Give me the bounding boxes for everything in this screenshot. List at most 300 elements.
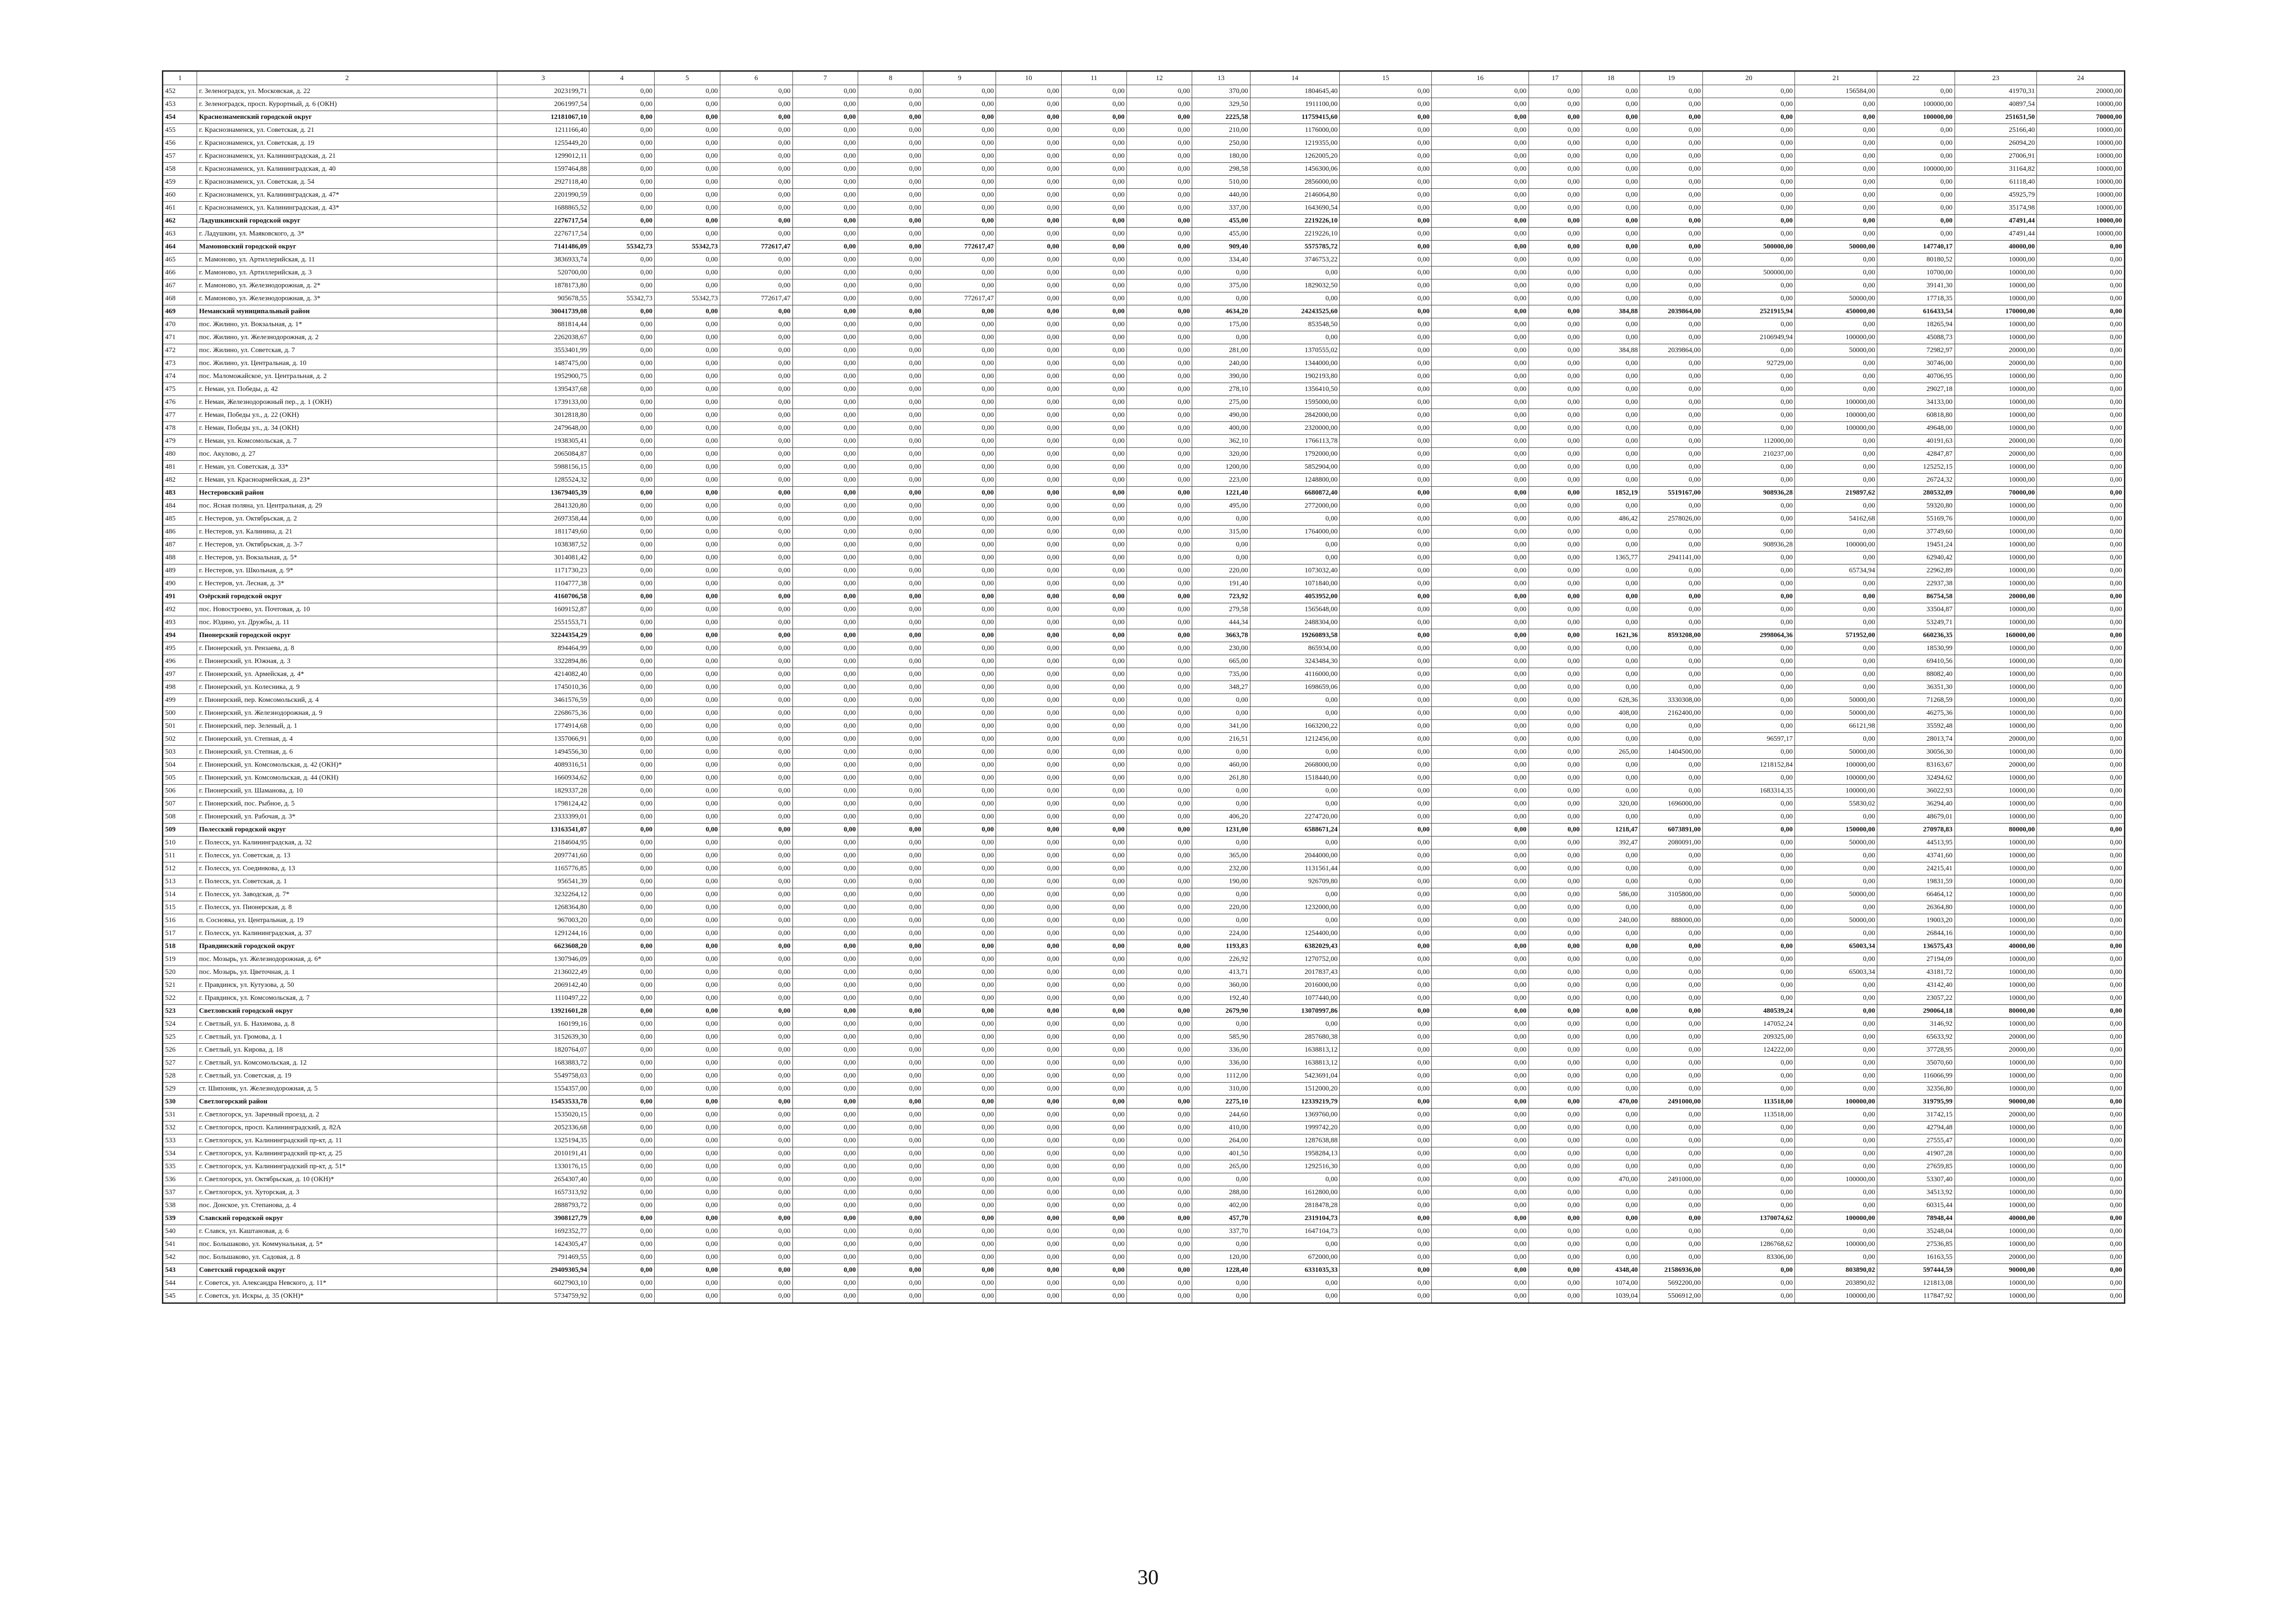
value-cell: 0,00 xyxy=(1640,862,1703,875)
value-cell: 0,00 xyxy=(1529,888,1582,901)
value-cell: 0,00 xyxy=(720,824,792,836)
value-cell: 50000,00 xyxy=(1795,914,1877,927)
value-cell: 0,00 xyxy=(720,590,792,603)
value-cell: 1829032,50 xyxy=(1250,279,1340,292)
value-cell: 0,00 xyxy=(1432,733,1529,746)
value-cell: 0,00 xyxy=(1529,163,1582,176)
value-cell: 0,00 xyxy=(858,564,923,577)
value-cell: 0,00 xyxy=(1340,202,1432,215)
value-cell: 1218,47 xyxy=(1582,824,1640,836)
value-cell: 0,00 xyxy=(858,707,923,720)
value-cell: 0,00 xyxy=(589,616,655,629)
value-cell: 0,00 xyxy=(720,1044,792,1057)
value-cell: 20000,00 xyxy=(2037,85,2124,98)
value-cell: 0,00 xyxy=(923,331,996,344)
address-cell: г. Светлый, ул. Б. Нахимова, д. 8 xyxy=(197,1018,497,1031)
value-cell: 0,00 xyxy=(1340,966,1432,979)
row-number: 457 xyxy=(163,150,197,163)
value-cell: 10000,00 xyxy=(1955,1290,2037,1303)
row-number: 507 xyxy=(163,798,197,811)
address-cell: г. Нестеров, ул. Октябрьская, д. 3-7 xyxy=(197,539,497,551)
value-cell: 0,00 xyxy=(1795,1121,1877,1134)
value-cell: 0,00 xyxy=(858,1005,923,1018)
value-cell: 348,27 xyxy=(1192,681,1250,694)
value-cell: 1211166,40 xyxy=(497,124,589,137)
value-cell: 10000,00 xyxy=(1955,1199,2037,1212)
table-row xyxy=(163,228,2124,241)
table-row xyxy=(163,189,2124,202)
value-cell: 0,00 xyxy=(858,422,923,435)
value-cell: 112000,00 xyxy=(1703,435,1795,448)
value-cell: 1218152,84 xyxy=(1703,759,1795,772)
value-cell: 1958284,13 xyxy=(1250,1147,1340,1160)
address-cell: г. Пионерский, ул. Степная, д. 6 xyxy=(197,746,497,759)
value-cell: 0,00 xyxy=(655,603,720,616)
value-cell: 0,00 xyxy=(720,1121,792,1134)
address-cell: г. Пионерский, ул. Шаманова, д. 10 xyxy=(197,785,497,798)
row-number: 496 xyxy=(163,655,197,668)
value-cell: 0,00 xyxy=(1795,642,1877,655)
value-cell: 0,00 xyxy=(996,1238,1061,1251)
value-cell: 0,00 xyxy=(589,1070,655,1083)
value-cell: 0,00 xyxy=(1061,1096,1126,1109)
value-cell: 0,00 xyxy=(996,331,1061,344)
row-number: 510 xyxy=(163,836,197,849)
value-cell: 1357066,91 xyxy=(497,733,589,746)
value-cell: 0,00 xyxy=(1529,98,1582,111)
value-cell: 0,00 xyxy=(996,409,1061,422)
value-cell: 0,00 xyxy=(655,1109,720,1121)
value-cell: 0,00 xyxy=(1529,1238,1582,1251)
value-cell: 0,00 xyxy=(1529,979,1582,992)
value-cell: 10000,00 xyxy=(1955,603,2037,616)
value-cell: 571952,00 xyxy=(1795,629,1877,642)
value-cell: 1698659,06 xyxy=(1250,681,1340,694)
value-cell: 341,00 xyxy=(1192,720,1250,733)
value-cell: 0,00 xyxy=(589,888,655,901)
address-cell: г. Пионерский, пер. Комсомольский, д. 4 xyxy=(197,694,497,707)
value-cell: 0,00 xyxy=(1640,1225,1703,1238)
value-cell: 24243525,60 xyxy=(1250,305,1340,318)
row-number: 541 xyxy=(163,1238,197,1251)
value-cell: 0,00 xyxy=(589,811,655,824)
value-cell: 10000,00 xyxy=(1955,979,2037,992)
value-cell: 0,00 xyxy=(2037,733,2124,746)
value-cell: 31742,15 xyxy=(1877,1109,1955,1121)
value-cell: 2275,10 xyxy=(1192,1096,1250,1109)
value-cell: 0,00 xyxy=(1582,500,1640,513)
value-cell: 0,00 xyxy=(655,824,720,836)
value-cell: 0,00 xyxy=(792,1031,858,1044)
value-cell: 2016000,00 xyxy=(1250,979,1340,992)
value-cell: 10000,00 xyxy=(1955,474,2037,487)
value-cell: 3243484,30 xyxy=(1250,655,1340,668)
row-number: 545 xyxy=(163,1290,197,1303)
subtotal-row xyxy=(163,629,2124,642)
value-cell: 0,00 xyxy=(1126,137,1192,150)
value-cell: 60315,44 xyxy=(1877,1199,1955,1212)
value-cell: 223,00 xyxy=(1192,474,1250,487)
value-cell: 0,00 xyxy=(792,590,858,603)
value-cell: 0,00 xyxy=(1192,331,1250,344)
value-cell: 0,00 xyxy=(923,1173,996,1186)
value-cell: 1270752,00 xyxy=(1250,953,1340,966)
value-cell: 192,40 xyxy=(1192,992,1250,1005)
value-cell: 0,00 xyxy=(720,1160,792,1173)
address-cell: г. Мамоново, ул. Железнодорожная, д. 3* xyxy=(197,292,497,305)
value-cell: 0,00 xyxy=(1582,862,1640,875)
value-cell: 400,00 xyxy=(1192,422,1250,435)
table-row xyxy=(163,1147,2124,1160)
value-cell: 0,00 xyxy=(792,616,858,629)
value-cell: 0,00 xyxy=(923,215,996,228)
value-cell: 0,00 xyxy=(1640,370,1703,383)
value-cell: 0,00 xyxy=(1529,1160,1582,1173)
value-cell: 0,00 xyxy=(589,940,655,953)
value-cell: 0,00 xyxy=(1582,772,1640,785)
value-cell: 0,00 xyxy=(996,98,1061,111)
value-cell: 0,00 xyxy=(1529,616,1582,629)
table-row xyxy=(163,254,2124,266)
value-cell: 0,00 xyxy=(1126,642,1192,655)
value-cell: 0,00 xyxy=(923,551,996,564)
value-cell: 3330308,00 xyxy=(1640,694,1703,707)
value-cell: 0,00 xyxy=(655,305,720,318)
value-cell: 0,00 xyxy=(1126,448,1192,461)
value-cell: 2162400,00 xyxy=(1640,707,1703,720)
value-cell: 0,00 xyxy=(1432,551,1529,564)
value-cell: 0,00 xyxy=(2037,824,2124,836)
value-cell: 10000,00 xyxy=(2037,215,2124,228)
value-cell: 0,00 xyxy=(1582,1134,1640,1147)
table-row xyxy=(163,733,2124,746)
value-cell: 117847,92 xyxy=(1877,1290,1955,1303)
row-number: 470 xyxy=(163,318,197,331)
value-cell: 0,00 xyxy=(589,927,655,940)
value-cell: 10000,00 xyxy=(1955,1083,2037,1096)
value-cell: 0,00 xyxy=(1340,241,1432,254)
value-cell: 0,00 xyxy=(1529,590,1582,603)
value-cell: 0,00 xyxy=(2037,292,2124,305)
value-cell: 0,00 xyxy=(1340,668,1432,681)
value-cell: 40000,00 xyxy=(1955,1212,2037,1225)
value-cell: 2080091,00 xyxy=(1640,836,1703,849)
value-cell: 0,00 xyxy=(1795,215,1877,228)
value-cell: 0,00 xyxy=(792,901,858,914)
value-cell: 61118,40 xyxy=(1955,176,2037,189)
value-cell: 0,00 xyxy=(720,1277,792,1290)
value-cell: 0,00 xyxy=(1703,474,1795,487)
value-cell: 406,20 xyxy=(1192,811,1250,824)
value-cell: 0,00 xyxy=(1703,254,1795,266)
value-cell: 0,00 xyxy=(655,629,720,642)
value-cell: 0,00 xyxy=(1061,616,1126,629)
value-cell: 92729,00 xyxy=(1703,357,1795,370)
table-row xyxy=(163,759,2124,772)
value-cell: 0,00 xyxy=(923,124,996,137)
value-cell: 0,00 xyxy=(1640,1005,1703,1018)
value-cell: 100000,00 xyxy=(1795,1173,1877,1186)
value-cell: 0,00 xyxy=(2037,1277,2124,1290)
value-cell: 0,00 xyxy=(2037,409,2124,422)
value-cell: 0,00 xyxy=(1529,1147,1582,1160)
value-cell: 72982,97 xyxy=(1877,344,1955,357)
value-cell: 0,00 xyxy=(2037,564,2124,577)
value-cell: 0,00 xyxy=(1795,318,1877,331)
value-cell: 147052,24 xyxy=(1703,1018,1795,1031)
value-cell: 0,00 xyxy=(1529,927,1582,940)
value-cell: 0,00 xyxy=(1582,953,1640,966)
value-cell: 0,00 xyxy=(655,590,720,603)
value-cell: 0,00 xyxy=(858,461,923,474)
value-cell: 0,00 xyxy=(996,811,1061,824)
value-cell: 0,00 xyxy=(1582,539,1640,551)
value-cell: 0,00 xyxy=(923,487,996,500)
value-cell: 20000,00 xyxy=(1955,344,2037,357)
value-cell: 0,00 xyxy=(1582,228,1640,241)
value-cell: 0,00 xyxy=(1061,824,1126,836)
value-cell: 0,00 xyxy=(720,603,792,616)
value-cell: 0,00 xyxy=(792,539,858,551)
address-cell: г. Светлый, ул. Советская, д. 19 xyxy=(197,1070,497,1083)
value-cell: 270978,83 xyxy=(1877,824,1955,836)
value-cell: 0,00 xyxy=(1795,448,1877,461)
value-cell: 0,00 xyxy=(1640,279,1703,292)
value-cell: 35248,04 xyxy=(1877,1225,1955,1238)
value-cell: 0,00 xyxy=(655,539,720,551)
value-cell: 0,00 xyxy=(1340,1044,1432,1057)
value-cell: 0,00 xyxy=(792,344,858,357)
value-cell: 2654307,40 xyxy=(497,1173,589,1186)
value-cell: 49648,00 xyxy=(1877,422,1955,435)
value-cell: 320,00 xyxy=(1192,448,1250,461)
value-cell: 0,00 xyxy=(1340,590,1432,603)
subtotal-row xyxy=(163,824,2124,836)
value-cell: 0,00 xyxy=(1126,1212,1192,1225)
value-cell: 216,51 xyxy=(1192,733,1250,746)
value-cell: 0,00 xyxy=(923,577,996,590)
value-cell: 0,00 xyxy=(792,266,858,279)
value-cell: 0,00 xyxy=(1340,1070,1432,1083)
value-cell: 0,00 xyxy=(1432,383,1529,396)
value-cell: 0,00 xyxy=(792,824,858,836)
value-cell: 0,00 xyxy=(1529,435,1582,448)
value-cell: 10000,00 xyxy=(1955,292,2037,305)
value-cell: 10000,00 xyxy=(1955,1070,2037,1083)
value-cell: 0,00 xyxy=(792,422,858,435)
value-cell: 0,00 xyxy=(1529,1251,1582,1264)
value-cell: 457,70 xyxy=(1192,1212,1250,1225)
value-cell: 0,00 xyxy=(1640,1031,1703,1044)
table-row xyxy=(163,979,2124,992)
address-cell: Правдинский городской округ xyxy=(197,940,497,953)
value-cell: 0,00 xyxy=(858,979,923,992)
value-cell: 0,00 xyxy=(1126,1109,1192,1121)
value-cell: 0,00 xyxy=(1126,331,1192,344)
value-cell: 0,00 xyxy=(655,318,720,331)
value-cell: 0,00 xyxy=(923,979,996,992)
value-cell: 0,00 xyxy=(1582,1147,1640,1160)
value-cell: 0,00 xyxy=(1795,98,1877,111)
value-cell: 0,00 xyxy=(1061,707,1126,720)
value-cell: 0,00 xyxy=(1250,266,1340,279)
value-cell: 8593208,00 xyxy=(1640,629,1703,642)
value-cell: 0,00 xyxy=(1582,279,1640,292)
value-cell: 1356410,50 xyxy=(1250,383,1340,396)
value-cell: 0,00 xyxy=(858,1160,923,1173)
value-cell: 586,00 xyxy=(1582,888,1640,901)
address-cell: г. Светлогорск, ул. Октябрьская, д. 10 (ОКН)* xyxy=(197,1173,497,1186)
value-cell: 0,00 xyxy=(1582,98,1640,111)
address-cell: г. Советск, ул. Искры, д. 35 (ОКН)* xyxy=(197,1290,497,1303)
address-cell: г. Светлогорск, ул. Хуторская, д. 3 xyxy=(197,1186,497,1199)
value-cell: 0,00 xyxy=(996,824,1061,836)
value-cell: 1766113,78 xyxy=(1250,435,1340,448)
value-cell: 0,00 xyxy=(1529,487,1582,500)
value-cell: 10000,00 xyxy=(1955,564,2037,577)
value-cell: 0,00 xyxy=(2037,305,2124,318)
value-cell: 0,00 xyxy=(1126,798,1192,811)
value-cell: 0,00 xyxy=(1795,383,1877,396)
value-cell: 0,00 xyxy=(858,1031,923,1044)
value-cell: 2488304,00 xyxy=(1250,616,1340,629)
value-cell: 0,00 xyxy=(1703,318,1795,331)
table-row xyxy=(163,1057,2124,1070)
address-cell: г. Неман, Победы ул., д. 22 (ОКН) xyxy=(197,409,497,422)
value-cell: 0,00 xyxy=(1126,811,1192,824)
value-cell: 0,00 xyxy=(923,720,996,733)
table-row xyxy=(163,849,2124,862)
table-row xyxy=(163,551,2124,564)
value-cell: 100000,00 xyxy=(1795,396,1877,409)
value-cell: 0,00 xyxy=(923,616,996,629)
subtotal-row xyxy=(163,215,2124,228)
value-cell: 26364,80 xyxy=(1877,901,1955,914)
address-cell: г. Краснознаменск, ул. Калининградская, д. 40 xyxy=(197,163,497,176)
value-cell: 33504,87 xyxy=(1877,603,1955,616)
value-cell: 0,00 xyxy=(1529,513,1582,526)
value-cell: 0,00 xyxy=(792,551,858,564)
value-cell: 0,00 xyxy=(655,85,720,98)
value-cell: 0,00 xyxy=(923,564,996,577)
value-cell: 0,00 xyxy=(1529,124,1582,137)
value-cell: 0,00 xyxy=(858,370,923,383)
table-row xyxy=(163,318,2124,331)
value-cell: 0,00 xyxy=(1126,668,1192,681)
value-cell: 0,00 xyxy=(1432,461,1529,474)
value-cell: 0,00 xyxy=(2037,1031,2124,1044)
value-cell: 125252,15 xyxy=(1877,461,1955,474)
value-cell: 0,00 xyxy=(655,1134,720,1147)
value-cell: 0,00 xyxy=(1703,681,1795,694)
value-cell: 0,00 xyxy=(1795,150,1877,163)
value-cell: 0,00 xyxy=(858,927,923,940)
value-cell: 0,00 xyxy=(589,681,655,694)
value-cell: 0,00 xyxy=(1703,1057,1795,1070)
value-cell: 0,00 xyxy=(1432,435,1529,448)
value-cell: 0,00 xyxy=(1640,875,1703,888)
value-cell: 0,00 xyxy=(589,111,655,124)
value-cell: 0,00 xyxy=(1703,383,1795,396)
value-cell: 772617,47 xyxy=(720,292,792,305)
value-cell: 0,00 xyxy=(2037,849,2124,862)
value-cell: 0,00 xyxy=(1582,590,1640,603)
value-cell: 0,00 xyxy=(720,694,792,707)
value-cell: 0,00 xyxy=(1126,1199,1192,1212)
value-cell: 0,00 xyxy=(1192,1277,1250,1290)
value-cell: 10000,00 xyxy=(2037,124,2124,137)
value-cell: 616433,54 xyxy=(1877,305,1955,318)
value-cell: 0,00 xyxy=(1340,409,1432,422)
value-cell: 0,00 xyxy=(792,1096,858,1109)
value-cell: 0,00 xyxy=(1640,526,1703,539)
value-cell: 20000,00 xyxy=(1955,759,2037,772)
value-cell: 10000,00 xyxy=(1955,409,2037,422)
value-cell: 0,00 xyxy=(1703,940,1795,953)
value-cell: 0,00 xyxy=(1126,551,1192,564)
value-cell: 0,00 xyxy=(1529,759,1582,772)
row-number: 456 xyxy=(163,137,197,150)
value-cell: 0,00 xyxy=(1340,798,1432,811)
value-cell: 0,00 xyxy=(1432,927,1529,940)
value-cell: 0,00 xyxy=(655,785,720,798)
value-cell: 0,00 xyxy=(1529,292,1582,305)
value-cell: 55169,76 xyxy=(1877,513,1955,526)
value-cell: 0,00 xyxy=(1795,370,1877,383)
value-cell: 0,00 xyxy=(923,474,996,487)
value-cell: 0,00 xyxy=(589,98,655,111)
row-number: 463 xyxy=(163,228,197,241)
value-cell: 0,00 xyxy=(1432,150,1529,163)
value-cell: 1683314,35 xyxy=(1703,785,1795,798)
value-cell: 510,00 xyxy=(1192,176,1250,189)
value-cell: 0,00 xyxy=(1640,1083,1703,1096)
value-cell: 0,00 xyxy=(792,176,858,189)
value-cell: 0,00 xyxy=(858,940,923,953)
value-cell: 0,00 xyxy=(1877,176,1955,189)
value-cell: 0,00 xyxy=(1795,228,1877,241)
column-number-header: 13 xyxy=(1192,72,1250,85)
value-cell: 0,00 xyxy=(1340,888,1432,901)
value-cell: 88082,40 xyxy=(1877,668,1955,681)
value-cell: 0,00 xyxy=(1640,772,1703,785)
value-cell: 0,00 xyxy=(1795,862,1877,875)
value-cell: 0,00 xyxy=(1703,811,1795,824)
value-cell: 0,00 xyxy=(720,798,792,811)
value-cell: 278,10 xyxy=(1192,383,1250,396)
value-cell: 1104777,38 xyxy=(497,577,589,590)
value-cell: 65734,94 xyxy=(1795,564,1877,577)
value-cell: 0,00 xyxy=(655,759,720,772)
value-cell: 1330176,15 xyxy=(497,1160,589,1173)
table-row xyxy=(163,266,2124,279)
value-cell: 10000,00 xyxy=(1955,279,2037,292)
value-cell: 10000,00 xyxy=(2037,176,2124,189)
value-cell: 53307,40 xyxy=(1877,1173,1955,1186)
value-cell: 0,00 xyxy=(858,383,923,396)
value-cell: 0,00 xyxy=(1192,785,1250,798)
value-cell: 0,00 xyxy=(923,940,996,953)
value-cell: 10000,00 xyxy=(1955,772,2037,785)
value-cell: 0,00 xyxy=(858,1044,923,1057)
value-cell: 0,00 xyxy=(858,318,923,331)
value-cell: 0,00 xyxy=(996,655,1061,668)
row-number: 535 xyxy=(163,1160,197,1173)
value-cell: 881814,44 xyxy=(497,318,589,331)
value-cell: 0,00 xyxy=(1640,539,1703,551)
value-cell: 0,00 xyxy=(1061,305,1126,318)
value-cell: 0,00 xyxy=(1061,448,1126,461)
